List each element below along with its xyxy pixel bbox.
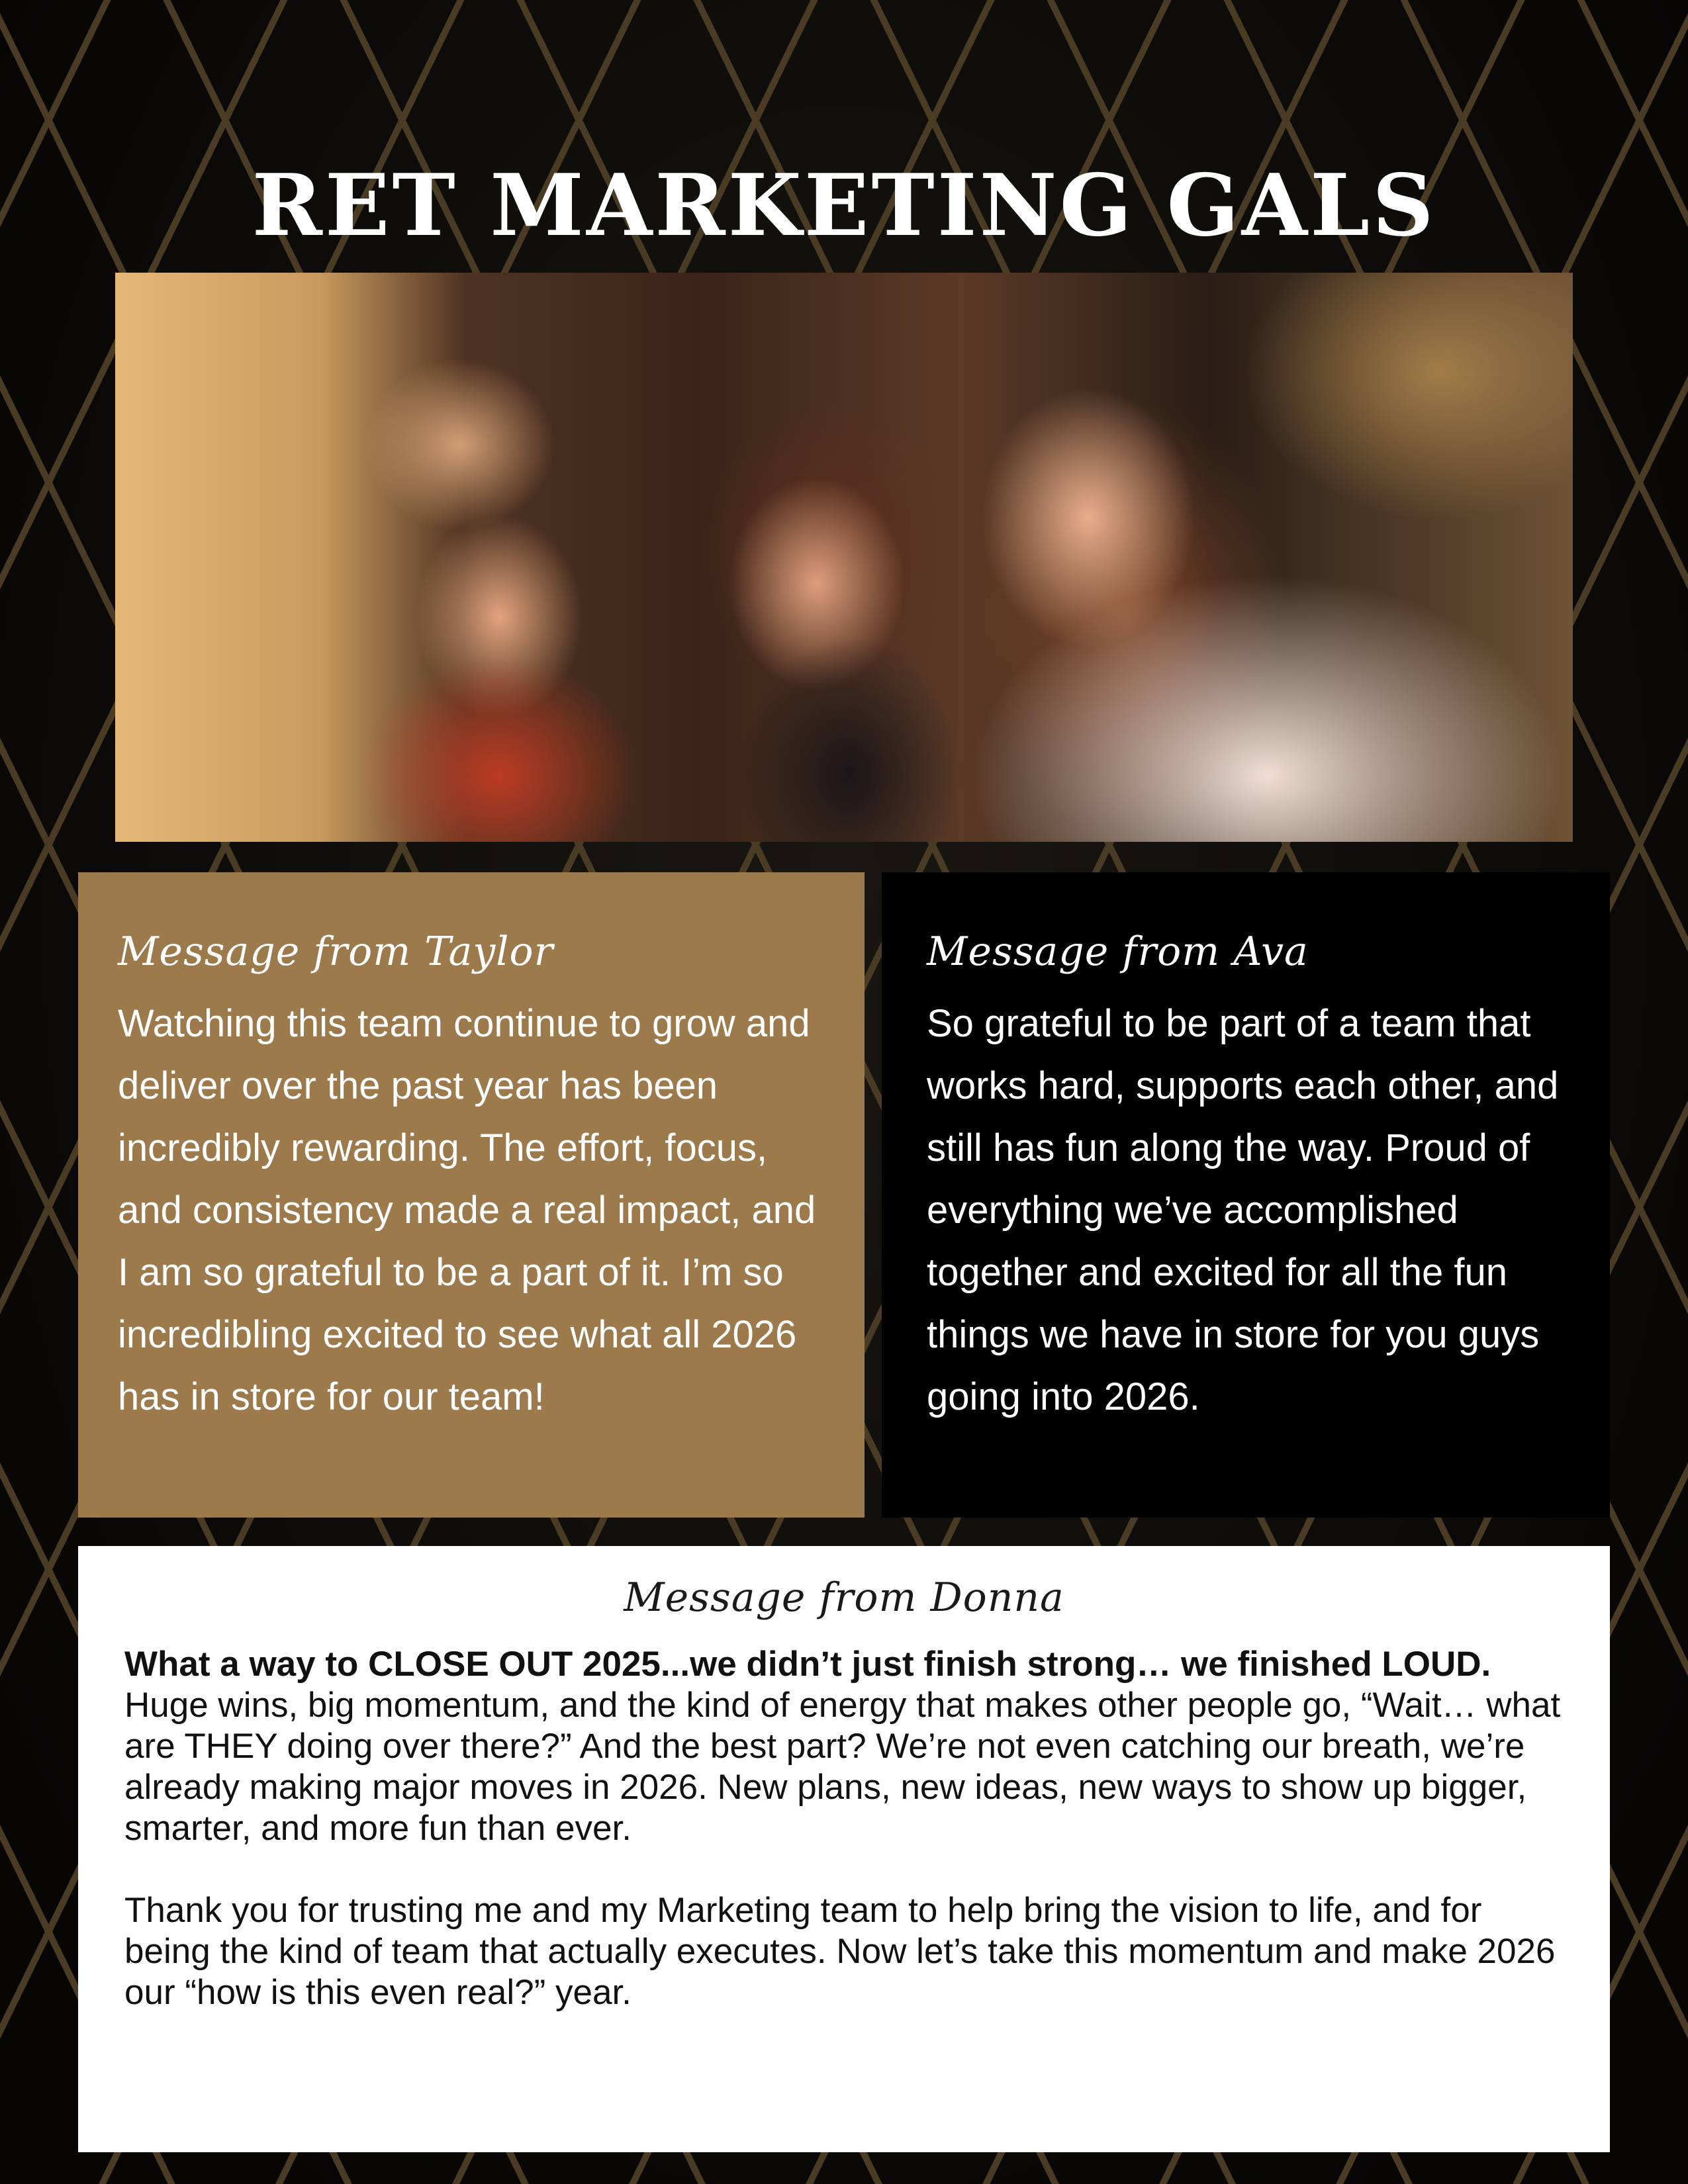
taylor-message-body: Watching this team continue to grow and deliver over the past year has been incredibly rewarding. The effort, focus, and consistency made a real impact, and I am so grateful to be a part of it. I’m so incredibling excited to see what all 2026 has in store for our team! bbox=[118, 1002, 816, 1418]
donna-message-paragraph-2: Thank you for trusting me and my Marketing team to help bring the vision to life, and for being the kind of team that actually executes. Now let’s take this momentum and make 2026 our “how is this even real?” year. bbox=[124, 1891, 1556, 2012]
ava-message-card bbox=[882, 872, 1610, 1518]
page-title: RET MARKETING GALS bbox=[252, 156, 1436, 255]
team-photo bbox=[115, 273, 1573, 842]
ava-message-body: So grateful to be part of a team that works hard, supports each other, and still has fun along the way. Proud of everything we’ve accomplished together and excited for all the fun things we have in store for you guys going into 2026. bbox=[927, 1002, 1559, 1418]
donna-message-paragraph-1 bbox=[124, 1644, 1564, 1849]
donna-message-heading: Message from Donna bbox=[624, 1574, 1064, 1621]
donna-lead-bold: What a way to CLOSE OUT 2025...we didn’t just finish strong… we finished LOUD. bbox=[124, 1645, 1491, 1684]
taylor-message-card bbox=[78, 872, 865, 1518]
donna-para1-text: Huge wins, big momentum, and the kind of energy that makes other people go, “Wait… what are THEY doing over there?” And the best part? We’re not even catching our breath, we’re already making major moves in 2026. New plans, new ideas, new ways to show up bigger, smarter, and more fun than ever. bbox=[124, 1686, 1561, 1848]
ava-message-heading: Message from Ava bbox=[927, 929, 1309, 975]
donna-message-card bbox=[78, 1546, 1610, 2152]
taylor-message-heading: Message from Taylor bbox=[118, 929, 554, 975]
